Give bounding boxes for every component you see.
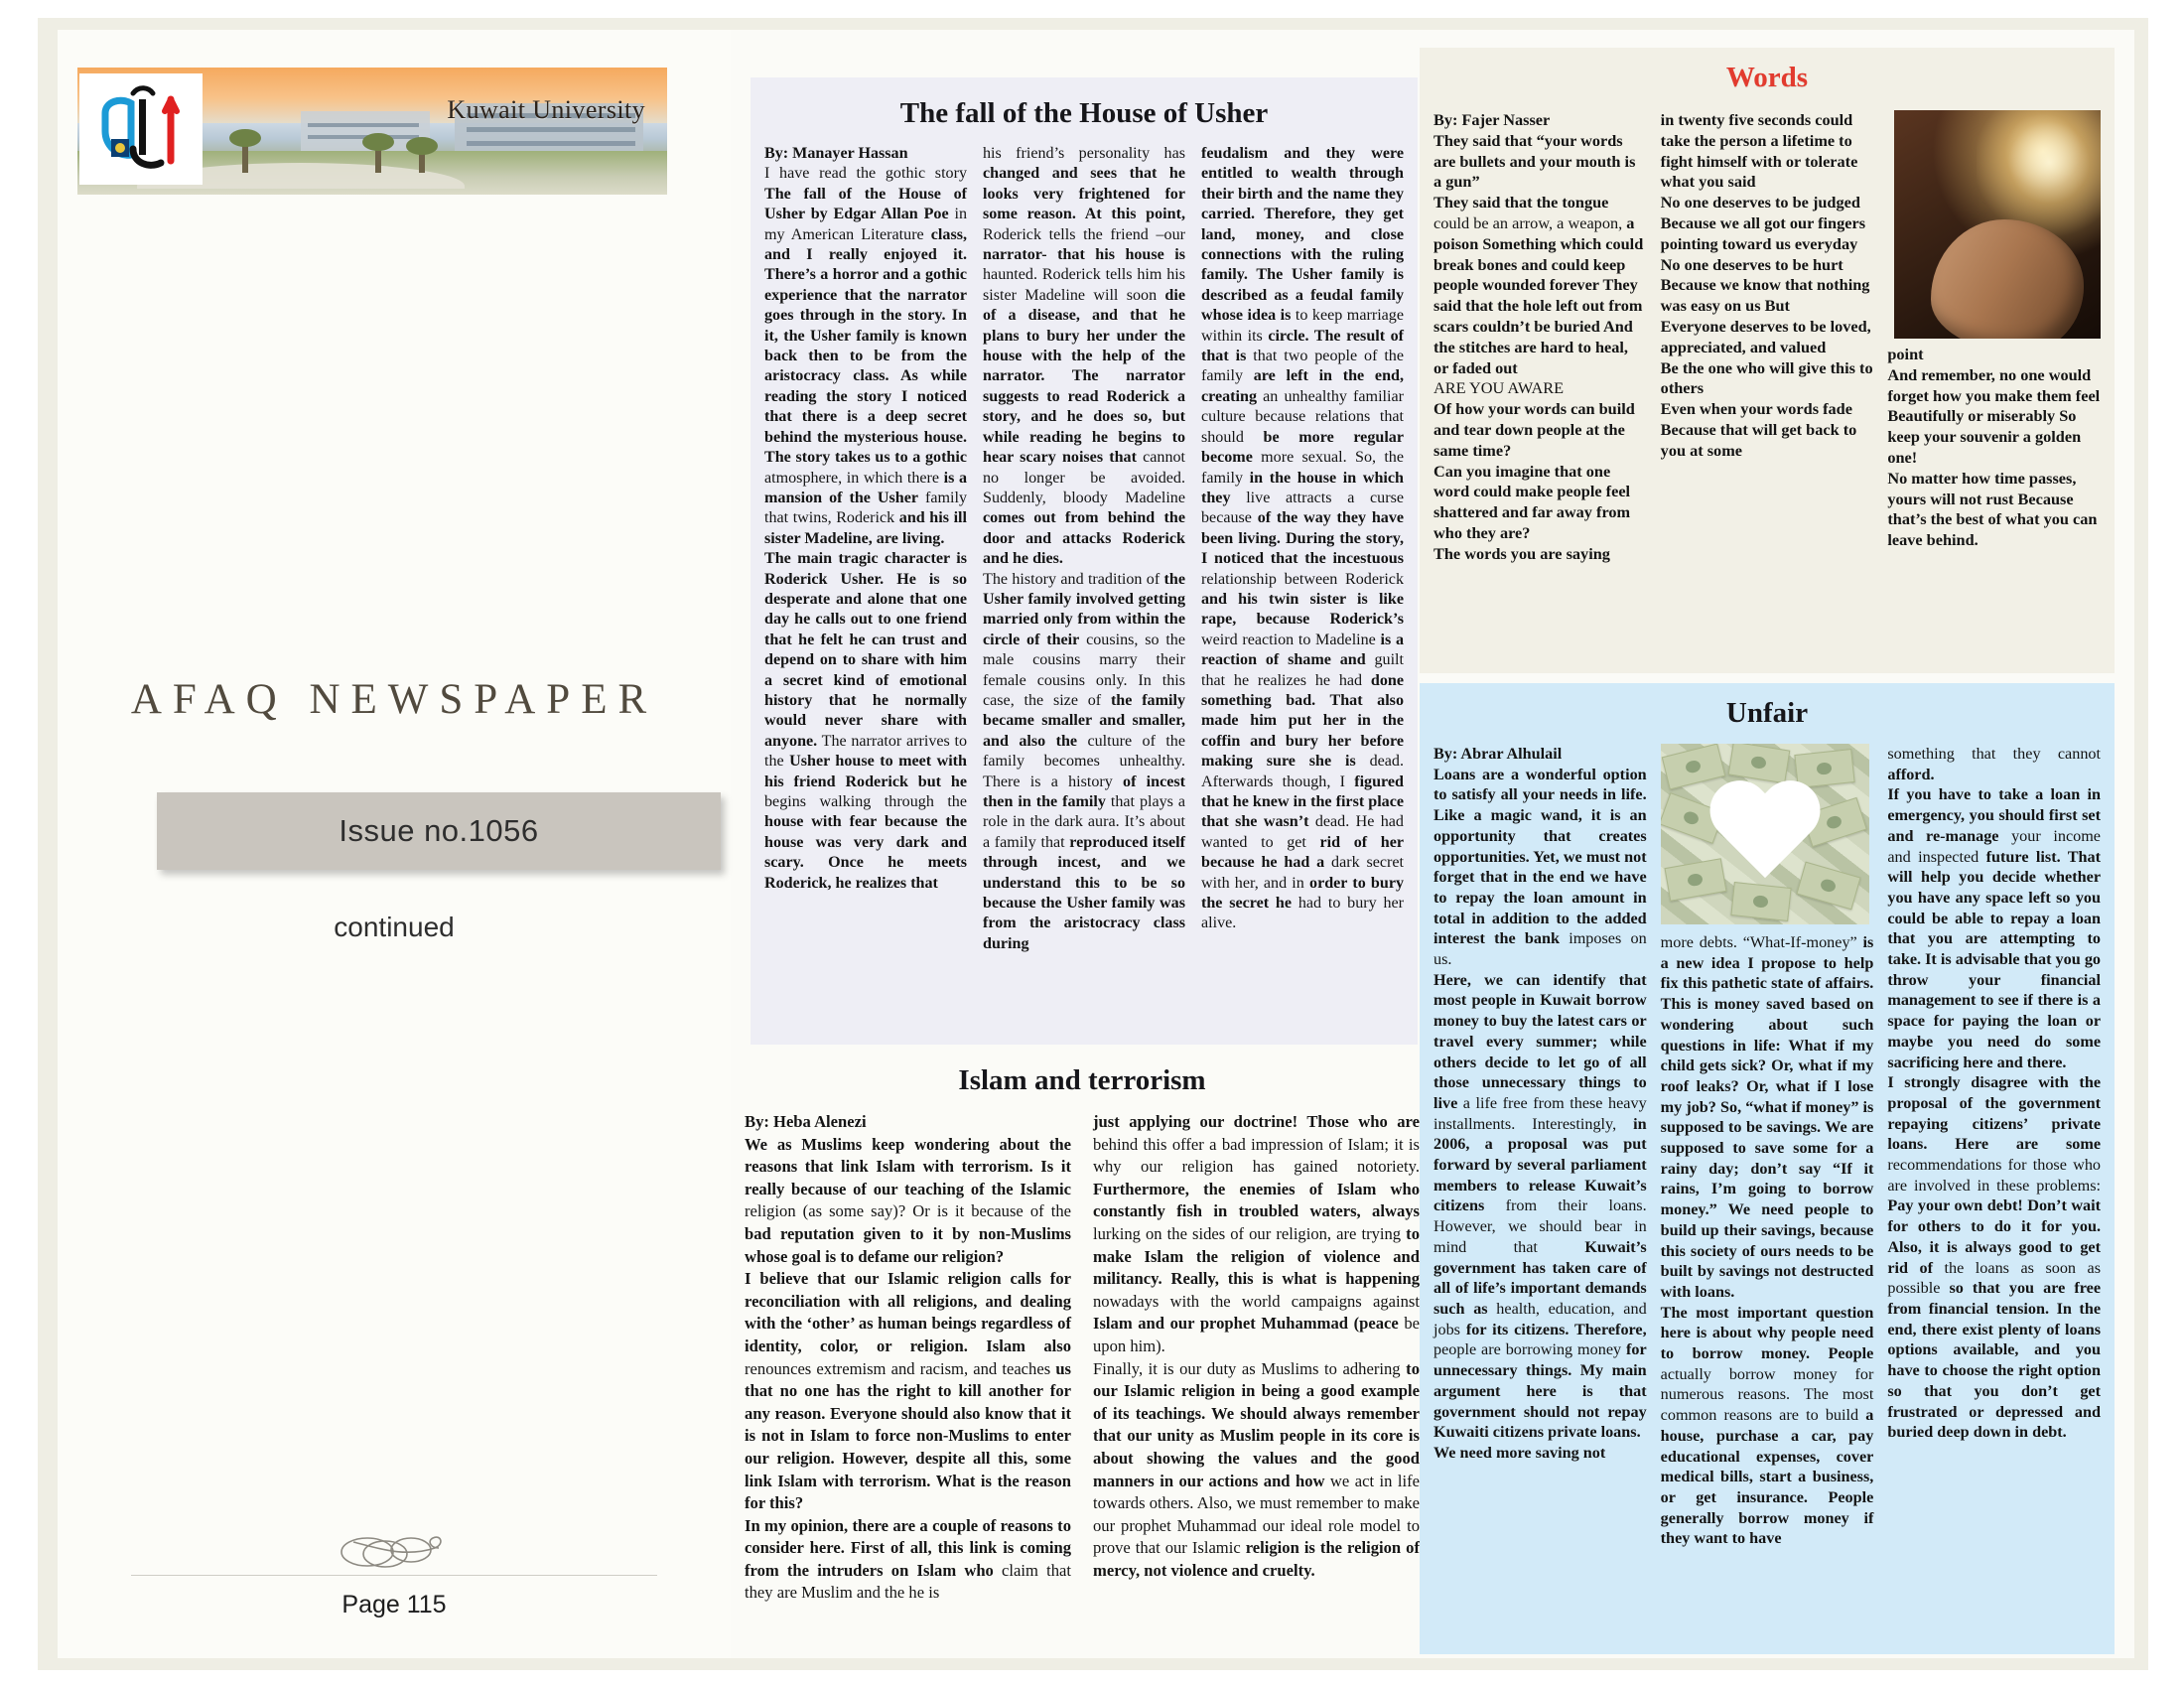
- continued-label: continued: [334, 912, 455, 942]
- article-body: feudalism and they were entitled to wealth through their birth and the name they carried. Therefore, they get land, money, and close connections with the ruling family. The Usher family is described as a feudal family whose idea is to keep marriage within its circle. The result of that is that two people of the family are left in the end, creating an unhealthy familiar culture because relations that should be more regular become more sexual. So, the family in the house in which they live attracts a curse because of the way they have been living. During the story, I noticed that the incestuous relationship between Roderick and his twin sister is like rape, because Roderick’s weird reaction to Madeline is a reaction of shame and guilt that he realizes he had done something bad. That also made him put her in the coffin and bury her before making sure she is dead. Afterwards though, I figured that he knew in the first place that she wasn’t dead. He had wanted to get rid of her because he had a dark secret with her, and in order to bury the secret he had to bury her alive.: [1201, 145, 1405, 932]
- article-column-1: [764, 144, 967, 954]
- hand-holding-light-photo-icon: [1894, 110, 2101, 339]
- article-column-1: [745, 1111, 1071, 1605]
- photo-tree: [419, 151, 425, 173]
- article-column-3: [1887, 110, 2101, 565]
- article-body: his friend’s personality has changed and sees that he looks very frightened for some reason. At this point, Roderick tells the friend –our narrator- that his house is haunted. Roderick tells him his sister Madeline will soon die of a disease, and that he plans to bury her under the house with the help of the narrator. The narrator suggests to read Roderick a story, and he does so, but while reading he begins to hear scary noises that cannot no longer be avoided. Suddenly, bloody Madeline comes out from behind the door and attacks Roderick and he dies. The history and tradition of the Usher family involved getting married only from within the circle of their cousins, so the male cousins marry their female cousins only. In this case, the size of the family became smaller and smaller, and also the culture of the family becomes unhealthy. There is a history of incest then in the family that plays a role in the dark aura. It’s about a family that reproduced itself through incest, and we understand this to be so because the Usher family was from the aristocracy class during: [983, 145, 1186, 952]
- article-byline: By: Heba Alenezi: [745, 1112, 867, 1131]
- article-unfair: [1420, 683, 2115, 1654]
- article-byline: By: Manayer Hassan: [764, 145, 908, 162]
- afaq-arabic-logo-icon: [79, 73, 203, 185]
- photo-window-row: [308, 123, 419, 127]
- masthead-sidebar: [58, 30, 731, 1658]
- article-column-2: [1661, 110, 1874, 565]
- article-columns: [764, 144, 1404, 954]
- article-body: We as Muslims keep wondering about the reasons that link Islam with terrorism. Is it really because of our teaching of the Islamic religion (as some say)? Or is it because of the bad reputation given to it by non-Muslims whose goal is to defame our religion? I believe that our Islamic religion calls for reconciliation with all religions, and dealing with the ‘other’ as human beings regardless of identity, color, or religion. Islam also renounces extremism and racism, and teaches us that no one has the right to kill another for any reason. Everyone should also know that it is not in Islam to force non-Muslims to enter our religion. However, despite all this, some link Islam with terrorism. What is the reason for this? In my opinion, there are a couple of reasons to consider here. First of all, this link is coming from the intruders on Islam who claim that they are Muslim and the he is: [745, 1134, 1071, 1603]
- article-column-2: [1661, 744, 1874, 1549]
- article-column-2: [983, 144, 1185, 954]
- article-columns: [1433, 110, 2101, 565]
- article-columns: [1433, 744, 2101, 1549]
- article-body: They said that “your words are bullets and your mouth is a gun” They said that the tongue could be an arrow, a weapon, a poison Something which could break bones and could keep people wounded forever They said that the hole left out from scars couldn’t be buried And the stitches are hard to heal, or faded out ARE YOU AWARE Of how your words can build and tear down people at the same time? Can you imagine that one word could make people feel shattered and far away from who they are? The words you are saying: [1433, 130, 1644, 563]
- article-body: more debts. “What-If-money” is a new idea I propose to help fix this pathetic state of affairs. This is money saved based on wondering about such questions in life: What if my child gets sick? Or, what if my roof leaks? Or, what if I lose my job? So, “what if money” is supposed to be savings. We are supposed to save some for a rainy day; don’t say “If it rains, I’m going to borrow money.” We need people to build up their savings, because this society of ours needs to be built by savings not destructed with loans. The most important question here is about why people need to borrow money. People actually borrow money for numerous reasons. The most common reasons are to build a house, purchase a car, pay educational expenses, cover medical bills, start a business, or get insurance. People generally borrow money if they want to have: [1660, 933, 1874, 1548]
- article-fall-of-house-of-usher: [751, 77, 1418, 1045]
- issue-badge: [157, 792, 721, 870]
- photo-window-row: [467, 141, 635, 146]
- article-byline: By: Fajer Nasser: [1433, 110, 1551, 129]
- article-column-3: [1887, 744, 2101, 1549]
- article-headline: Unfair: [1725, 697, 1809, 729]
- article-body: in twenty five seconds could take the person a lifetime to fight himself with or tolerate what you said No one deserves to be judged Because we all got our fingers pointing toward us everyday No one deserves to be hurt Because we know that nothing was easy on us But Everyone deserves to be loved, appreciated, and valued Be the one who will give this to others Even when your words fade Because that will get back to you at some: [1660, 110, 1873, 460]
- photo-heart-shape: [1706, 782, 1825, 894]
- article-body: point And remember, no one would forget how you make them feel Beautifully or miserably So keep your souvenir a golden one! No matter how time passes, yours will not rust Because that’s the best of what you can leave behind.: [1887, 345, 2101, 550]
- article-column-3: [1201, 144, 1404, 954]
- issue-number-label: Issue no.1056: [339, 813, 539, 848]
- article-column-1: [1433, 110, 1647, 565]
- article-headline: Islam and terrorism: [958, 1064, 1206, 1096]
- article-body: I have read the gothic story The fall of the House of Usher by Edgar Allan Poe in my American Literature class, and I really enjoyed it. There’s a horror and a gothic experience that the narrator goes through in the story. In it, the Usher family is known back then to be from the aristocracy class. As while reading the story I noticed that there is a deep secret behind the mysterious house. The story takes us to a gothic atmosphere, in which there is a mansion of the Usher family that twins, Roderick and his ill sister Madeline, are living. The main tragic character is Roderick Usher. He is so desperate and alone that one day he calls out to one friend that he felt he can trust and depend on to share with him a secret kind of emotional history that he normally would never share with anyone. The narrator arrives to the Usher house to meet with his friend Roderick but he begins walking through the house with fear because the house was very dark and scary. Once he meets Roderick, he realizes that: [764, 165, 968, 892]
- article-body: Loans are a wonderful option to satisfy all your needs in life. Like a magic wand, it is an opportunity that creates opportunities. Yet, we must not forget that in the end we have to repay the loan amount in total in addition to the added interest the bank imposes on us. Here, we can identify that most people in Kuwait borrow money to buy the latest cars or travel every summer; while others decide to let go of all those unnecessary things to live a life free from these heavy installments. Interestingly, in 2006, a proposal was put forward by several parliament members to release Kuwait’s citizens from their loans. However, we should bear in mind that Kuwait’s government has taken care of all of life’s important demands such as health, education, and jobs for its citizens. Therefore, people are borrowing money for unnecessary things. My main argument here is that government should not repay Kuwaiti citizens private loans. We need more saving not: [1433, 765, 1647, 1462]
- article-words: [1420, 48, 2115, 673]
- page-title: AFAQ NEWSPAPER: [130, 676, 658, 723]
- dollar-bills-heart-photo-icon: [1661, 744, 1869, 924]
- photo-tree: [242, 143, 248, 173]
- article-byline: By: Abrar Alhulail: [1433, 745, 1563, 763]
- article-column-2: [1093, 1111, 1420, 1605]
- article-headline: The fall of the House of Usher: [899, 97, 1269, 129]
- article-column-1: [1433, 744, 1647, 1549]
- photo-window-row: [467, 127, 635, 132]
- article-headline: Words: [1725, 62, 1809, 93]
- photo-tree: [375, 147, 381, 173]
- page-number: Page 115: [341, 1591, 447, 1618]
- article-body: just applying our doctrine! Those who are behind this offer a bad impression of Islam; it is why our religion has gained notoriety. Furthermore, the enemies of Islam who constantly fish in troubled waters, always lurking on the sides of our religion, are trying to make Islam the religion of violence and militancy. Really, this is what is happening nowadays with the world campaigns against Islam and our prophet Muhammad (peace be upon him). Finally, it is our duty as Muslims to adhering to our Islamic religion in being a good example of its teachings. We should always remember that our unity as Muslim people in its core is about showing the values and the good manners in our actions and how we act in life towards others. Also, we must remember to make our prophet Muhammad our ideal role model to prove that our Islamic religion is the religion of mercy, not violence and cruelty.: [1093, 1112, 1421, 1580]
- photo-bill: [1727, 744, 1790, 783]
- article-body: something that they cannot afford. If you have to take a loan in emergency, you should first set and re-manage your income and inspected future list. That will help you decide whether you have any space left so you could be able to repay a loan that you are attempting to take. It is advisable that you go throw your financial management to see if there is a space for paying the loan or maybe you need do some sacrificing here and there. I strongly disagree with the proposal of the government repaying citizens’ private loans. Here are some recommendations for those who are involved in these problems: Pay your own debt! Don’t wait for others to do it for you. Also, it is always good to get rid of the loans as soon as possible so that you are free from financial tension. In the end, there exist plenty of loans options available, and you have to choose the right option so that you don’t get frustrated or depressed and buried deep down in debt.: [1887, 745, 2102, 1442]
- university-name: Kuwait University: [447, 95, 645, 124]
- sidebar-divider: [131, 1575, 657, 1576]
- article-columns: [745, 1111, 1420, 1605]
- article-islam-and-terrorism: [735, 1064, 1430, 1652]
